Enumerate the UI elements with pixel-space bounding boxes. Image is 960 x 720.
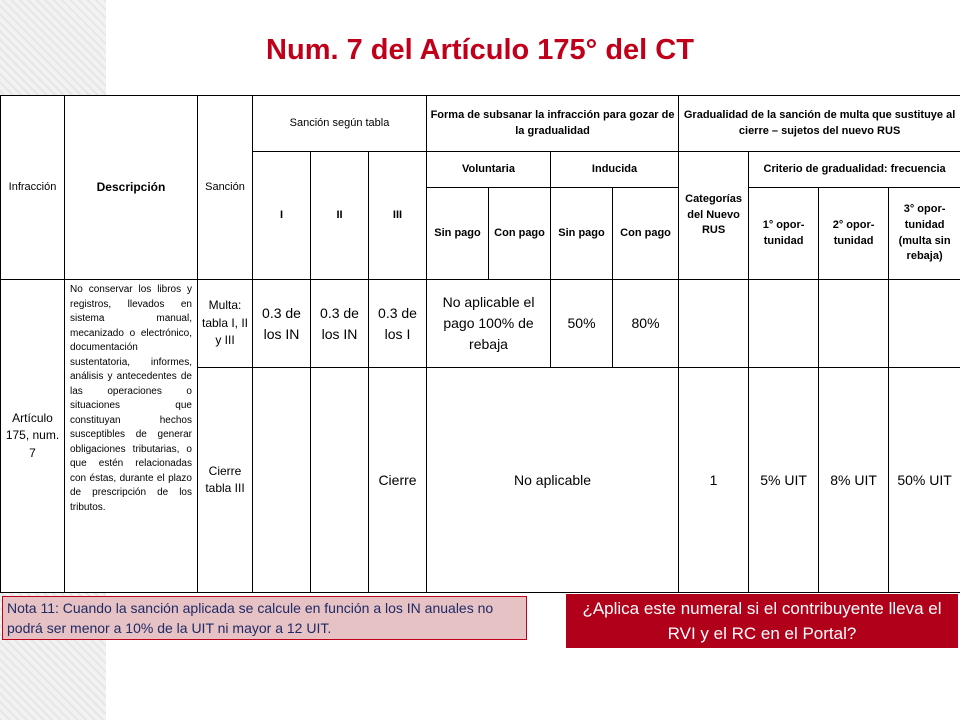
cell-infraccion: Artículo 175, num. 7: [1, 280, 65, 593]
header-oportunidad-2: 2° opor-tunidad: [819, 188, 889, 280]
cell-multa-tabla-i: 0.3 de los IN: [253, 280, 311, 368]
cell-empty: [819, 280, 889, 368]
cell-multa-inducida-con-pago: 80%: [613, 280, 679, 368]
question-box: ¿Aplica este numeral si el contribuyente lleva el RVI y el RC en el Portal?: [566, 594, 958, 648]
header-oportunidad-3: 3° opor-tunidad (multa sin rebaja): [889, 188, 960, 280]
header-sin-pago-inducida: Sin pago: [551, 188, 613, 280]
header-criterio: Criterio de gradualidad: frecuencia: [749, 152, 960, 188]
header-tabla-i: I: [253, 152, 311, 280]
header-sancion-segun-tabla: Sanción según tabla: [253, 96, 427, 152]
cell-empty: [253, 368, 311, 593]
header-categorias: Categorías del Nuevo RUS: [679, 152, 749, 280]
cell-cierre-tabla-iii: Cierre: [369, 368, 427, 593]
cell-descripcion: No conservar los libros y registros, llevados en sistema manual, mecanizado o electrónico, documentación sustentatoria, informes, análisis y antecedentes de las operaciones o situaciones que constituyan hechos susceptibles de generar obligaciones tributarias, o que estén relacionadas con éstas, durante el plazo de prescripción de los tributos.: [65, 280, 198, 593]
header-sancion: Sanción: [198, 96, 253, 280]
cell-sancion-multa: Multa: tabla I, II y III: [198, 280, 253, 368]
cell-empty: [889, 280, 960, 368]
cell-multa-tabla-ii: 0.3 de los IN: [311, 280, 369, 368]
cell-cierre-categoria: 1: [679, 368, 749, 593]
header-inducida: Inducida: [551, 152, 679, 188]
header-sin-pago-voluntaria: Sin pago: [427, 188, 489, 280]
cell-multa-inducida-sin-pago: 50%: [551, 280, 613, 368]
cell-cierre-oportunidad-1: 5% UIT: [749, 368, 819, 593]
header-voluntaria: Voluntaria: [427, 152, 551, 188]
cell-cierre-oportunidad-2: 8% UIT: [819, 368, 889, 593]
header-gradualidad: Gradualidad de la sanción de multa que sustituye al cierre – sujetos del nuevo RUS: [679, 96, 960, 152]
cell-sancion-cierre: Cierre tabla III: [198, 368, 253, 593]
header-forma-subsanar: Forma de subsanar la infracción para gozar de la gradualidad: [427, 96, 679, 152]
cell-cierre-oportunidad-3: 50% UIT: [889, 368, 960, 593]
header-oportunidad-1: 1° opor-tunidad: [749, 188, 819, 280]
cell-empty: [749, 280, 819, 368]
header-tabla-iii: III: [369, 152, 427, 280]
cell-empty: [311, 368, 369, 593]
header-infraccion: Infracción: [1, 96, 65, 280]
cell-cierre-forma: No aplicable: [427, 368, 679, 593]
header-con-pago-voluntaria: Con pago: [489, 188, 551, 280]
cell-multa-voluntaria: No aplicable el pago 100% de rebaja: [427, 280, 551, 368]
nota-11: Nota 11: Cuando la sanción aplicada se calcule en función a los IN anuales no podrá ser menor a 10% de la UIT ni mayor a 12 UIT.: [2, 596, 527, 640]
header-descripcion: Descripción: [65, 96, 198, 280]
cell-empty: [679, 280, 749, 368]
cell-multa-tabla-iii: 0.3 de los I: [369, 280, 427, 368]
header-con-pago-inducida: Con pago: [613, 188, 679, 280]
gradualidad-table: [0, 95, 960, 593]
header-tabla-ii: II: [311, 152, 369, 280]
page-title: Num. 7 del Artículo 175° del CT: [266, 34, 694, 66]
